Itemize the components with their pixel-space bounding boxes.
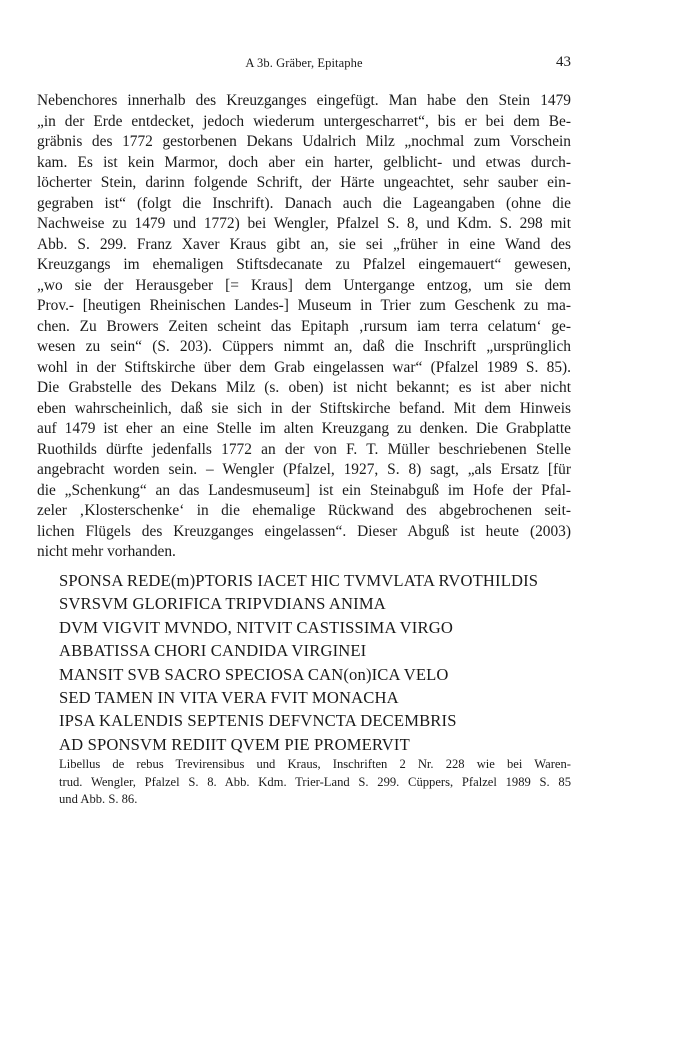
body-line: Nachweise zu 1479 und 1772) bei Wengler, Pfalzel S. 8, und Kdm. S. 298 mit xyxy=(37,215,571,232)
page-number: 43 xyxy=(556,54,571,70)
inscription-line: DVM VIGVIT MVNDO, NITVIT CASTISSIMA VIRGO xyxy=(59,617,453,637)
body-line: gegraben ist“ (folgt die Inschrift). Danach auch die Lageangaben (ohne die xyxy=(37,194,571,212)
body-line: gräbnis des 1772 gestorbenen Dekans Udalrich Milz „nochmal zum Vorschein xyxy=(37,133,571,150)
body-line: Prov.- [heutigen Rheinischen Landes-] Museum in Trier zum Geschenk zu ma- xyxy=(37,297,571,314)
body-line: nicht mehr vorhanden. xyxy=(37,543,176,560)
inscription-line: SED TAMEN IN VITA VERA FVIT MONACHA xyxy=(59,687,399,707)
body-line: auf 1479 ist eher an eine Stelle im alten Kreuzgang zu denken. Die Grabplatte xyxy=(37,420,571,437)
body-line: lichen Flügels des Kreuzganges eingelassen“. Dieser Abguß ist heute (2003) xyxy=(37,522,571,540)
body-line: „wo sie der Herausgeber [= Kraus] dem Untergange entzog, um sie dem xyxy=(37,276,571,294)
body-line: „in der Erde entdecket, jedoch wiederum untergescharret“, bis er bei dem Be- xyxy=(37,112,571,130)
body-line: Kreuzgangs im ehemaligen Stiftsdecanate zu Pfalzel eingemauert“ gewesen, xyxy=(37,256,571,273)
body-line: die „Schenkung“ an das Landesmuseum] ist ein Steinabguß im Hofe der Pfal- xyxy=(37,481,571,499)
inscription-block xyxy=(59,569,579,756)
reference-line: und Abb. S. 86. xyxy=(59,792,138,806)
body-line: wesen zu sein“ (S. 203). Cüppers nimmt an, daß die Inschrift „ursprünglich xyxy=(37,338,571,355)
body-line: eben wahrscheinlich, daß sie sich in der Stiftskirche befand. Mit dem Hinweis xyxy=(37,399,571,417)
body-line: Die Grabstelle des Dekans Milz (s. oben) ist nicht bekannt; es ist aber nicht xyxy=(37,379,571,396)
body-line: Abb. S. 299. Franz Xaver Kraus gibt an, sie sei „früher in eine Wand des xyxy=(37,235,571,253)
references-block xyxy=(59,756,571,809)
inscription-line: MANSIT SVB SACRO SPECIOSA CAN(on)ICA VELO xyxy=(59,664,449,684)
body-line: zeler ‚Klosterschenke‘ in die ehemalige Rückwand des abgebrochenen seit- xyxy=(37,502,571,519)
inscription-line: ABBATISSA CHORI CANDIDA VIRGINEI xyxy=(59,641,367,661)
body-line: wohl in der Stiftskirche über dem Grab eingelassen war“ (Pfalzel 1989 S. 85). xyxy=(37,358,571,376)
page-header xyxy=(37,56,571,74)
body-line: Ruothilds dürfte jedenfalls 1772 an der von F. T. Müller beschriebenen Stelle xyxy=(37,440,571,458)
inscription-line: AD SPONSVM REDIIT QVEM PIE PROMERVIT xyxy=(59,734,410,754)
inscription-line: SVRSVM GLORIFICA TRIPVDIANS ANIMA xyxy=(59,594,386,614)
body-paragraph xyxy=(37,91,571,563)
running-head: A 3b. Gräber, Epitaphe xyxy=(245,56,363,70)
reference-line: trud. Wengler, Pfalzel S. 8. Abb. Kdm. Trier-Land S. 299. Cüppers, Pfalzel 1989 S. 85 xyxy=(59,774,571,789)
body-line: löcherter Stein, darinn folgende Schrift, der Härte ungeachtet, sehr sauber ein- xyxy=(37,174,571,191)
body-line: chen. Zu Browers Zeiten scheint das Epitaph ‚rursum iam terra celatum‘ ge- xyxy=(37,317,571,335)
body-line: angebracht worden sein. – Wengler (Pfalzel, 1927, S. 8) sagt, „als Ersatz [für xyxy=(37,461,571,478)
inscription-line: IPSA KALENDIS SEPTENIS DEFVNCTA DECEMBRIS xyxy=(59,711,457,731)
body-line: kam. Es ist kein Marmor, doch aber ein harter, gelblicht- und etwas durch- xyxy=(37,153,571,171)
inscription-line: SPONSA REDE(m)PTORIS IACET HIC TVMVLATA RVOTHILDIS xyxy=(59,571,539,590)
reference-line: Libellus de rebus Trevirensibus und Kraus, Inschriften 2 Nr. 228 wie bei Waren- xyxy=(59,757,571,771)
body-line: Nebenchores innerhalb des Kreuzganges eingefügt. Man habe den Stein 1479 xyxy=(37,92,571,109)
